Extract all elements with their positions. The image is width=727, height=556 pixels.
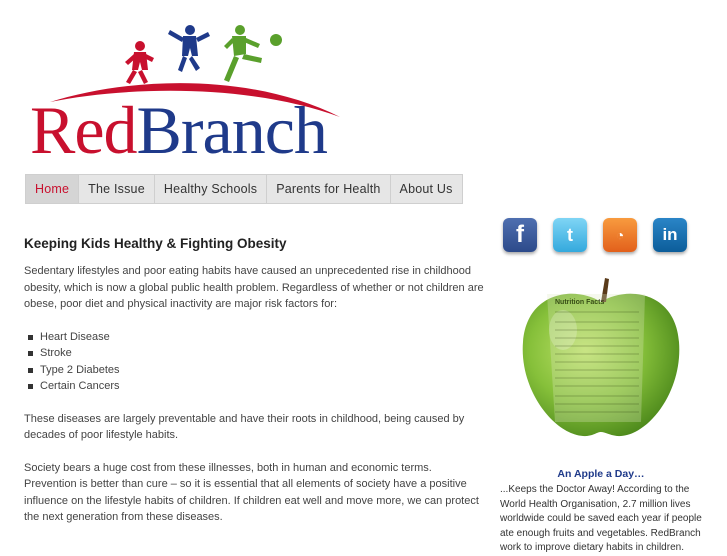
linkedin-icon[interactable]: in xyxy=(653,218,687,252)
blue-child-figure xyxy=(168,25,210,72)
site-logo[interactable] xyxy=(30,22,360,168)
prevention-paragraph: These diseases are largely preventable and have their roots in childhood, being caused by decades of poor lifestyle habits. xyxy=(24,412,465,441)
twitter-icon[interactable]: t xyxy=(553,218,587,252)
apple-nutrition-image xyxy=(517,272,685,442)
caption-title: An Apple a Day… xyxy=(557,468,645,480)
social-links xyxy=(503,218,687,252)
logo-wordmark xyxy=(30,92,327,168)
main-nav xyxy=(25,174,463,204)
apple-caption xyxy=(500,468,702,556)
page-title: Keeping Kids Healthy & Fighting Obesity xyxy=(24,236,287,251)
nav-about-us[interactable]: About Us xyxy=(399,182,453,196)
caption-text: ...Keeps the Doctor Away! According to the World Health Organisation, 2.7 million lives worldwide could be saved each year if people ate enough fruits and vegetables. RedBranch work to improve dietary habits in children. xyxy=(500,484,702,553)
logo-word-red: Red xyxy=(30,92,137,168)
list-item: Type 2 Diabetes xyxy=(28,362,486,379)
list-item: Stroke xyxy=(28,345,486,362)
list-item: Certain Cancers xyxy=(28,378,486,395)
list-item: Heart Disease xyxy=(28,329,486,346)
risk-factor-list xyxy=(28,329,486,395)
nav-healthy-schools[interactable]: Healthy Schools xyxy=(155,175,267,203)
svg-text:Nutrition Facts: Nutrition Facts xyxy=(555,299,605,306)
nutrition-facts-label xyxy=(547,294,645,422)
logo-word-blue: Branch xyxy=(136,92,327,168)
facebook-icon[interactable]: f xyxy=(503,218,537,252)
nav-the-issue[interactable]: The Issue xyxy=(79,175,155,203)
intro-paragraph: Sedentary lifestyles and poor eating habits have caused an unprecedented rise in childhood obesity, which is now a global public health problem. Regardless of whether or not children are obese, poor diet and physical inactivity are major risk factors for: xyxy=(24,265,484,310)
society-paragraph: Society bears a huge cost from these illnesses, both in human and economic terms. Prevention is better than cure – so it is essential that all elements of society have a positive influence on the lifestyle habits of children. If children eat well and move more, we can protect the next generation from these diseases. xyxy=(24,461,479,523)
main-content xyxy=(24,236,486,542)
nav-parents-for-health[interactable]: Parents for Health xyxy=(267,175,390,203)
nav-home[interactable]: Home xyxy=(26,175,79,203)
rss-icon[interactable]: ◔ xyxy=(603,218,637,252)
